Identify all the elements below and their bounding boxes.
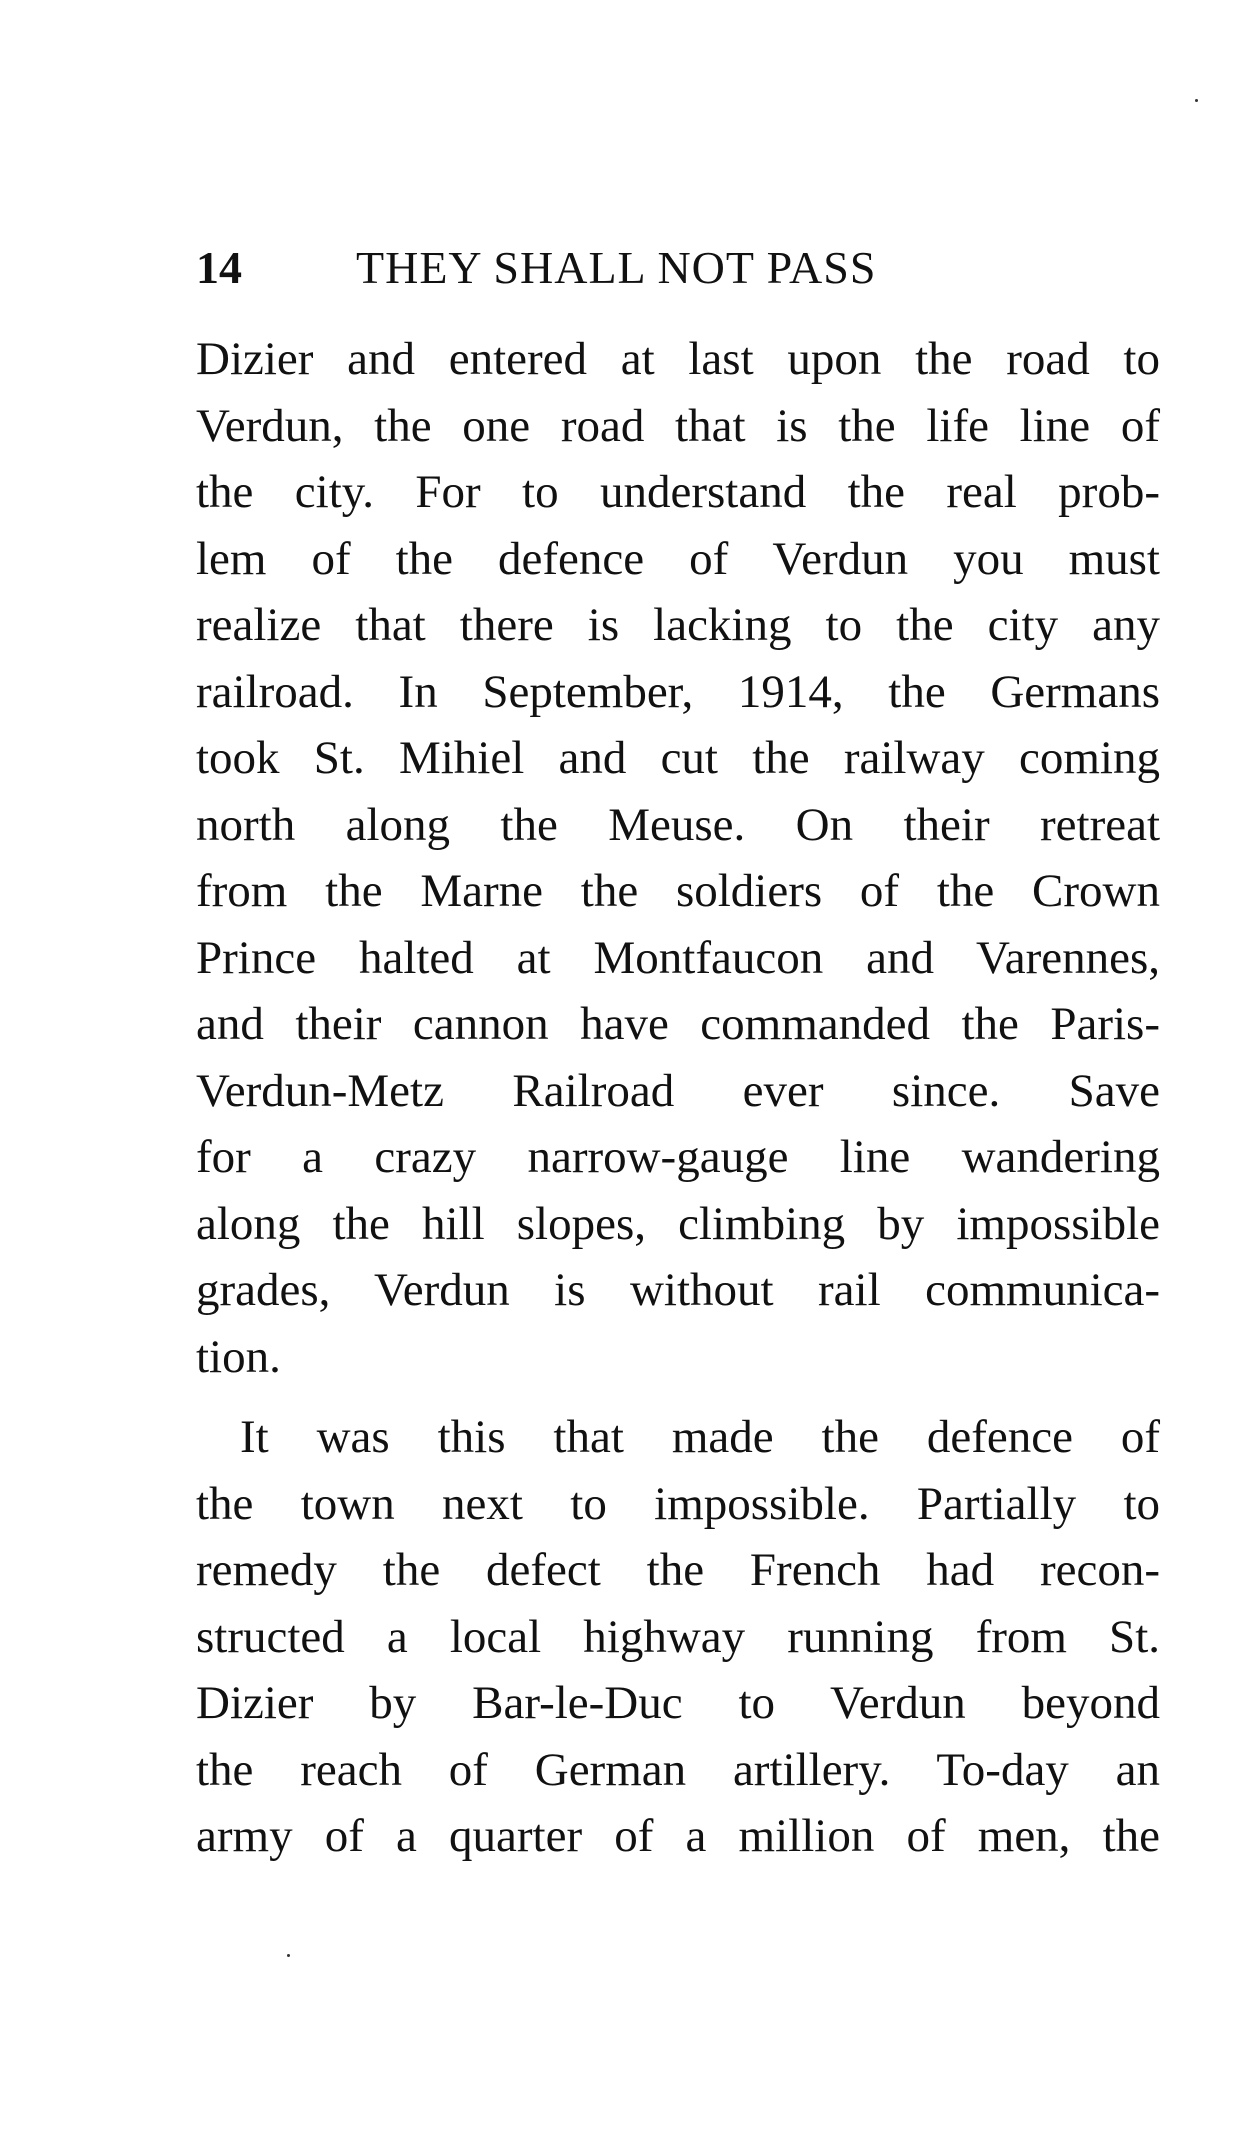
- text-line: tion.: [196, 1330, 281, 1383]
- page-header: [196, 238, 1156, 298]
- running-title: THEY SHALL NOT PASS: [356, 242, 877, 293]
- text-line: It was this that made the defence of: [240, 1411, 1160, 1463]
- text-line: remedy the defect the French had recon-: [196, 1544, 1160, 1596]
- text-line: Prince halted at Montfaucon and Varennes,: [196, 931, 1160, 984]
- text-line: took St. Mihiel and cut the railway coming: [196, 732, 1160, 784]
- text-line: north along the Meuse. On their retreat: [196, 798, 1160, 851]
- text-line: Dizier and entered at last upon the road to: [196, 333, 1160, 385]
- paragraph-gap: [196, 1390, 1160, 1404]
- text-line: along the hill slopes, climbing by impossible: [196, 1197, 1160, 1250]
- text-line: Verdun, the one road that is the life line of: [196, 399, 1160, 452]
- text-line: Verdun-Metz Railroad ever since. Save: [196, 1064, 1160, 1117]
- text-line: realize that there is lacking to the city any: [196, 599, 1160, 651]
- text-line: from the Marne the soldiers of the Crown: [196, 865, 1160, 917]
- text-line: the city. For to understand the real prob-: [196, 466, 1160, 518]
- text-line: Dizier by Bar-le-Duc to Verdun beyond: [196, 1677, 1160, 1729]
- paragraph: [196, 326, 1160, 1390]
- scan-speck: [287, 1954, 290, 1957]
- text-line: and their cannon have commanded the Paris-: [196, 998, 1160, 1050]
- page-number: 14: [196, 242, 242, 293]
- paragraph: [196, 1404, 1160, 1870]
- scan-speck: [1195, 99, 1198, 102]
- text-line: structed a local highway running from St.: [196, 1610, 1160, 1663]
- text-line: the reach of German artillery. To-day an: [196, 1743, 1160, 1796]
- body-text: [196, 326, 1160, 1870]
- text-line: lem of the defence of Verdun you must: [196, 532, 1160, 585]
- text-line: for a crazy narrow-gauge line wandering: [196, 1131, 1160, 1183]
- text-line: railroad. In September, 1914, the Germans: [196, 665, 1160, 718]
- text-line: army of a quarter of a million of men, the: [196, 1810, 1160, 1862]
- text-line: grades, Verdun is without rail communica-: [196, 1264, 1160, 1316]
- text-line: the town next to impossible. Partially to: [196, 1477, 1160, 1530]
